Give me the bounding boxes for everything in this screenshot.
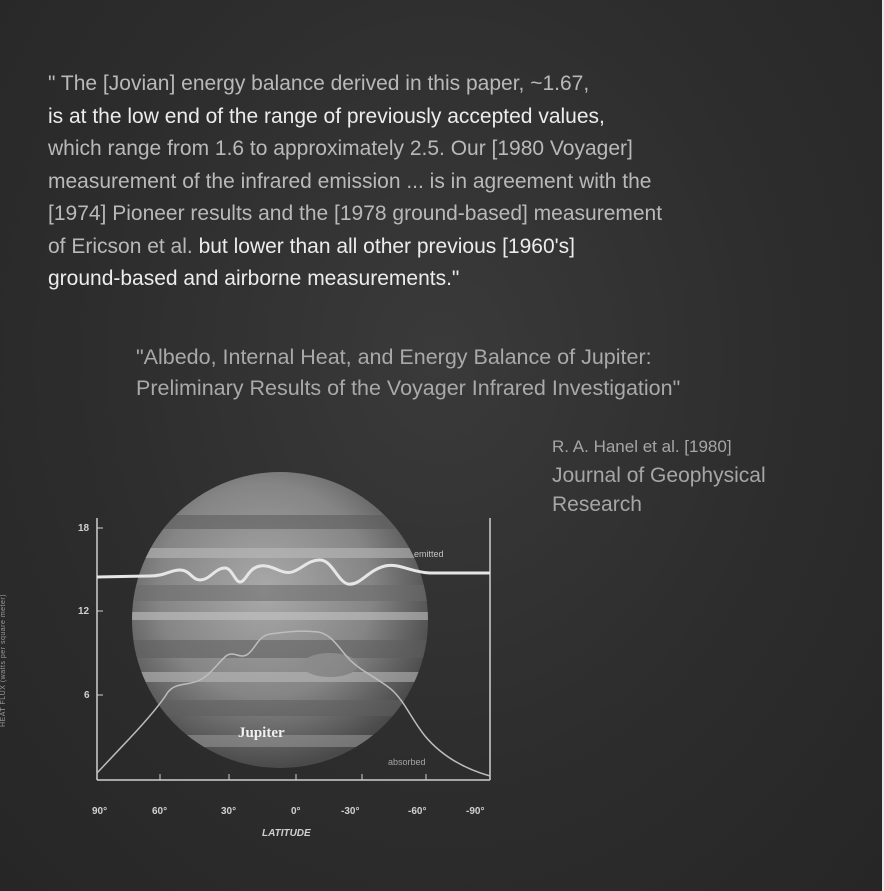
quote-highlight-prefix: is at the	[48, 104, 128, 128]
paper-title-line-2: Preliminary Results of the Voyager Infrared Investigation"	[136, 376, 681, 400]
paper-title-line-1: "Albedo, Internal Heat, and Energy Balance of Jupiter:	[136, 345, 652, 369]
jupiter-label: Jupiter	[238, 725, 285, 741]
emitted-label: emitted	[414, 549, 444, 559]
x-tick-label: 0°	[291, 806, 301, 817]
quote-line-7: ground-based and airborne measurements."	[48, 267, 460, 290]
x-tick-label: 90°	[92, 806, 108, 817]
quote-line-1: " The [Jovian] energy balance derived in this paper, ~1.67,	[48, 72, 590, 95]
y-tick-label: 18	[78, 523, 90, 534]
x-tick-label: -90°	[466, 806, 485, 817]
quote-highlight-1: low end of the range of previously accepted values,	[127, 104, 605, 128]
y-tick-label: 12	[78, 606, 90, 617]
y-axis-label: HEAT FLUX (watts per square meter)	[0, 593, 7, 727]
reference-authors: R. A. Hanel et al. [1980]	[552, 437, 732, 456]
quote-line-4: measurement of the infrared emission ... is in agreement with the	[48, 169, 652, 193]
reference-journal-line-2: Research	[552, 493, 642, 516]
absorbed-label: absorbed	[388, 757, 426, 767]
x-tick-label: -30°	[341, 806, 360, 817]
x-tick-label: 30°	[221, 806, 237, 817]
quote-highlight-2: but lower than all other previous [1960's]	[198, 234, 575, 258]
y-tick-label: 6	[84, 690, 90, 701]
x-axis-label: LATITUDE	[262, 828, 311, 839]
x-tick-label: -60°	[408, 806, 427, 817]
jupiter-image	[120, 472, 440, 768]
quote-line-5: [1974] Pioneer results and the [1978 ground-based] measurement	[48, 202, 663, 225]
quote-segment: of Ericson et al.	[48, 234, 199, 258]
quote-line-3: which range from 1.6 to approximately 2.5. Our [1980 Voyager]	[48, 137, 633, 160]
x-tick-label: 60°	[152, 806, 168, 817]
reference-journal-line-1: Journal of Geophysical	[552, 464, 766, 487]
